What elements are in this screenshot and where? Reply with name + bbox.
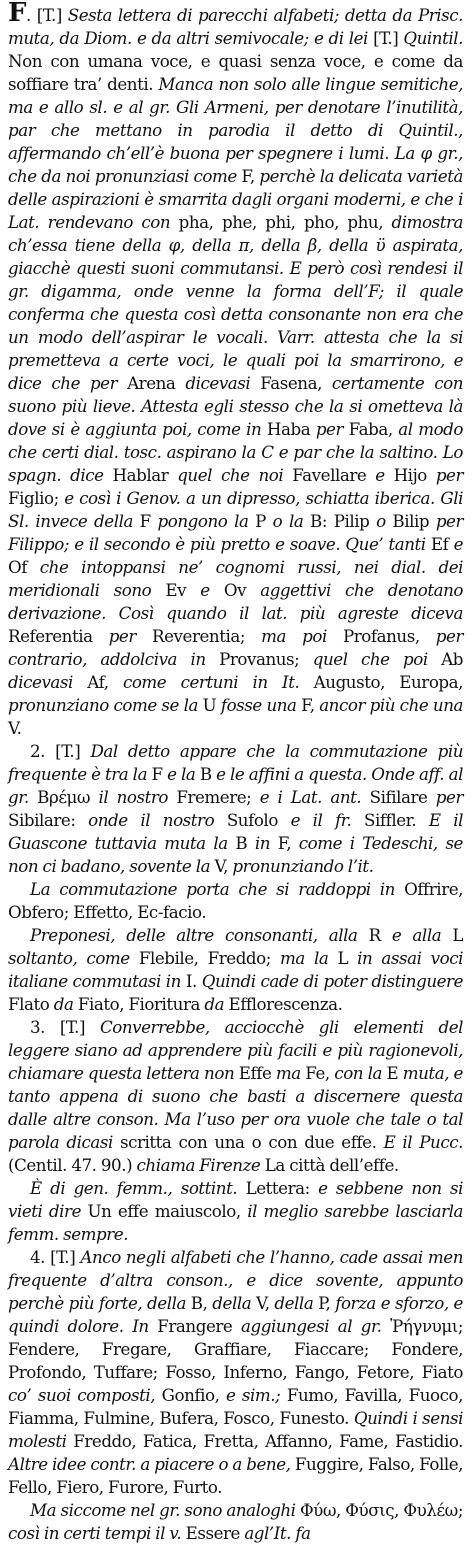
- italic-text-segment: e i Lat. ant.: [259, 787, 370, 807]
- headword: F: [8, 0, 27, 28]
- roman-text-segment: Gonfio,: [161, 1385, 226, 1405]
- italic-text-segment: o: [376, 511, 393, 531]
- roman-text-segment: Φύω, Φύσις, Φυλέω;: [299, 1500, 463, 1520]
- italic-text-segment: Quindi cade di poter distinguere: [201, 971, 463, 991]
- roman-text-segment: Provanus;: [219, 649, 313, 669]
- italic-text-segment: quel che poi: [312, 649, 442, 669]
- roman-text-segment: Referentia: [8, 626, 109, 646]
- italic-text-segment: agl’It. fa: [244, 1523, 311, 1543]
- roman-text-segment: V,: [256, 1293, 275, 1313]
- roman-text-segment: Effe: [238, 1063, 276, 1083]
- roman-text-segment: Flebile, Freddo;: [138, 948, 281, 968]
- italic-text-segment: e: [453, 534, 463, 554]
- roman-text-segment: Sifilare: [369, 787, 436, 807]
- roman-text-segment: I.: [185, 971, 202, 991]
- roman-text-segment: Flato: [8, 994, 54, 1014]
- italic-text-segment: Ma siccome nel gr. sono analoghi: [30, 1500, 300, 1520]
- italic-text-segment: e le affini a questa. Onde aff. al gr.: [8, 764, 463, 807]
- italic-text-segment: La commutazione porta che si raddoppi in: [30, 879, 405, 899]
- italic-text-segment: dicevasi: [8, 672, 88, 692]
- entry-body: [8, 2, 463, 1545]
- roman-text-segment: Arena: [127, 373, 186, 393]
- italic-text-segment: per: [315, 419, 349, 439]
- entry-paragraph: [8, 924, 463, 1016]
- roman-text-segment: Of: [8, 557, 40, 577]
- roman-text-segment: Faba,: [348, 419, 399, 439]
- italic-text-segment: aggiungesi al gr.: [240, 1316, 391, 1336]
- italic-text-segment: per: [435, 787, 463, 807]
- roman-text-segment: Ῥήγνυμι; Fendere, Fregare, Graffiare, Fiaccare; Fondere, Profondo, Tuffare; Fosso, Inferno, Fango, Fetore, Fiato: [8, 1316, 463, 1382]
- roman-text-segment: Βρέμω: [37, 787, 99, 807]
- roman-text-segment: Fuggire, Falso, Folle, Fello, Fiero, Furore, Furto.: [8, 1454, 463, 1497]
- italic-text-segment: con la: [334, 1063, 387, 1083]
- italic-text-segment: Preponesi, delle altre consonanti, alla: [30, 925, 369, 945]
- italic-text-segment: al modo che certi dial. tosc. aspirano la C e par che la saltino. Lo spagn. dice: [8, 419, 464, 485]
- entry-paragraph: [8, 1016, 463, 1177]
- italic-text-segment: ma la: [280, 948, 338, 968]
- entry-paragraph: [8, 2, 463, 740]
- italic-text-segment: dicevasi: [185, 373, 261, 393]
- italic-text-segment: quel che noi: [177, 465, 293, 485]
- italic-text-segment: E il Guascone tuttavia muta la: [8, 810, 463, 853]
- roman-text-segment: Ov: [223, 580, 261, 600]
- entry-paragraph: [8, 1177, 463, 1246]
- roman-text-segment: V,: [214, 856, 233, 876]
- roman-text-segment: 47. 90.): [71, 1155, 137, 1175]
- entry-paragraph: [8, 740, 463, 878]
- italic-text-segment: e sim.;: [225, 1385, 287, 1405]
- italic-text-segment: della: [274, 1293, 319, 1313]
- roman-text-segment: L: [452, 925, 463, 945]
- italic-text-segment: e: [375, 465, 394, 485]
- roman-text-segment: . [T.]: [26, 5, 68, 25]
- italic-text-segment: e: [200, 580, 224, 600]
- italic-text-segment: ancor più che una: [319, 695, 464, 715]
- italic-text-segment: pronunziano come se la: [8, 695, 203, 715]
- italic-text-segment: pronunziando l’it.: [232, 856, 374, 876]
- roman-text-segment: Af,: [87, 672, 123, 692]
- italic-text-segment: perchè la delicata varietà delle aspirazioni è smarrita dagli organi moderni, e che i Lat. rendevano con: [8, 166, 463, 232]
- italic-text-segment: per: [108, 626, 153, 646]
- italic-text-segment: fosse una: [220, 695, 302, 715]
- italic-text-segment: ma: [275, 1063, 306, 1083]
- italic-text-segment: pongono la: [157, 511, 256, 531]
- roman-text-segment: Essere: [185, 1523, 245, 1543]
- roman-text-segment: Fe,: [305, 1063, 335, 1083]
- roman-text-segment: L: [337, 948, 358, 968]
- italic-text-segment: onde il nostro: [88, 810, 227, 830]
- roman-text-segment: Siffler.: [364, 810, 429, 830]
- roman-text-segment: Augusto, Europa,: [313, 672, 464, 692]
- entry-paragraph: [8, 878, 463, 924]
- roman-text-segment: Fiato, Fioritura: [77, 994, 205, 1014]
- italic-text-segment: certamente con suono più lieve. Attesta egli stesso che la si ometteva là dove si è aggiunta poi, come in: [8, 373, 464, 439]
- italic-text-segment: e sebbene non si vieti dire: [8, 1178, 463, 1221]
- italic-text-segment: Quindi i sensi molesti: [8, 1408, 463, 1451]
- roman-text-segment: Hablar: [112, 465, 178, 485]
- italic-text-segment: muta, e tanto appena di suono che basti a discernere questa dalle altre conson. Ma l’uso per ora vuole che tale o tal parola dicasi: [8, 1063, 463, 1152]
- italic-text-segment: da: [204, 994, 229, 1014]
- italic-text-segment: Dal detto appare che la commutazione più frequente è tra la: [8, 741, 464, 784]
- roman-text-segment: Profanus,: [342, 626, 436, 646]
- roman-text-segment: Fremere;: [176, 787, 260, 807]
- roman-text-segment: R: [368, 925, 392, 945]
- roman-text-segment: Frangere: [157, 1316, 241, 1336]
- roman-text-segment: Sufolo: [226, 810, 291, 830]
- roman-text-segment: Reverentia;: [152, 626, 262, 646]
- italic-text-segment: così in certi tempi il v.: [8, 1523, 186, 1543]
- italic-text-segment: E il Pucc.: [383, 1132, 464, 1152]
- italic-text-segment: Sesta lettera di parecchi alfabeti; detta da Prisc. muta, da Diom. e da altri semivocale; e di lei: [8, 5, 463, 48]
- roman-text-segment: U: [202, 695, 221, 715]
- roman-text-segment: V.: [8, 718, 22, 738]
- italic-text-segment: per: [435, 465, 463, 485]
- roman-text-segment: La città dell’effe.: [264, 1155, 399, 1175]
- italic-text-segment: in: [254, 833, 278, 853]
- italic-text-segment: della: [212, 1293, 257, 1313]
- roman-text-segment: Bilip: [392, 511, 436, 531]
- roman-text-segment: Figlio;: [8, 488, 65, 508]
- roman-text-segment: Favellare: [292, 465, 376, 485]
- italic-text-segment: il meglio sarebbe lasciarla femm. sempre.: [8, 1201, 464, 1244]
- italic-text-segment: Altre idee contr. a piacere o a bene,: [8, 1454, 295, 1474]
- roman-text-segment: B: [235, 833, 255, 853]
- roman-text-segment: F,: [301, 695, 320, 715]
- italic-text-segment: o la: [272, 511, 311, 531]
- italic-text-segment: come certuni in It.: [122, 672, 314, 692]
- roman-text-segment: [T.]: [373, 28, 404, 48]
- roman-text-segment: Hijo: [393, 465, 436, 485]
- italic-text-segment: Manca non solo alle lingue semitiche, ma e allo sl. e al gr. Gli Armeni, per denotare l’inutilità, par che mettano in parodia il detto di Quintil., affermando ch’ell’è buona per spegnere i lumi. La φ gr., che da noi pronunziasi come: [8, 74, 463, 186]
- roman-text-segment: pha, phe, phi, pho, phu,: [178, 212, 392, 232]
- italic-text-segment: Converrebbe, acciocchè gli elementi del leggere siano ad apprendere più facili e più ragionevoli, chiamare questa lettera non: [8, 1017, 464, 1083]
- entry-paragraph: [8, 1499, 463, 1545]
- roman-text-segment: (Centil.: [8, 1155, 72, 1175]
- roman-text-segment: F: [151, 764, 168, 784]
- italic-text-segment: e il fr.: [290, 810, 364, 830]
- italic-text-segment: per Filippo; e il secondo è più pretto e soave. Que’ tanti: [8, 511, 464, 554]
- roman-text-segment: scritta con una o con due effe.: [119, 1132, 384, 1152]
- roman-text-segment: E: [386, 1063, 403, 1083]
- roman-text-segment: Fumo, Favilla, Fuoco, Fiamma, Fulmine, Bufera, Fosco, Funesto.: [8, 1385, 463, 1428]
- italic-text-segment: ma poi: [261, 626, 343, 646]
- roman-text-segment: Un effe maiuscolo,: [87, 1201, 248, 1221]
- italic-text-segment: chiama Firenze: [136, 1155, 265, 1175]
- roman-text-segment: B: [199, 764, 217, 784]
- italic-text-segment: che intoppansi ne’ cognomi russi, nei dial. dei meridionali sono: [8, 557, 464, 600]
- roman-text-segment: Lettera:: [245, 1178, 319, 1198]
- italic-text-segment: e così i Genov. a un dipresso, schiatta iberica. Gli Sl. invece della: [8, 488, 463, 531]
- entry-paragraph: [8, 1246, 463, 1499]
- italic-text-segment: È di gen. femm., sottint.: [30, 1178, 246, 1198]
- roman-text-segment: Sibilare:: [8, 810, 89, 830]
- roman-text-segment: B: Pilip: [310, 511, 377, 531]
- roman-text-segment: Ev: [165, 580, 201, 600]
- italic-text-segment: Quintil.: [403, 28, 463, 48]
- roman-text-segment: 2. [T.]: [30, 741, 91, 761]
- roman-text-segment: P,: [318, 1293, 336, 1313]
- italic-text-segment: co’ suoi composti,: [8, 1385, 162, 1405]
- italic-text-segment: il nostro: [98, 787, 177, 807]
- italic-text-segment: Anco negli alfabeti che l’hanno, cade assai men frequente d’altra conson., e dice sovente, appunto perchè più forte, della: [8, 1247, 464, 1313]
- roman-text-segment: Haba: [266, 419, 316, 439]
- roman-text-segment: Offrire, Obfero; Effetto, Ec-facio.: [8, 879, 463, 922]
- italic-text-segment: soltanto, come: [8, 948, 139, 968]
- roman-text-segment: Fasena,: [260, 373, 332, 393]
- roman-text-segment: F: [139, 511, 158, 531]
- italic-text-segment: e alla: [391, 925, 453, 945]
- roman-text-segment: B,: [190, 1293, 213, 1313]
- roman-text-segment: F,: [277, 833, 299, 853]
- roman-text-segment: F,: [241, 166, 260, 186]
- roman-text-segment: 4. [T.]: [30, 1247, 81, 1267]
- italic-text-segment: aggettivi che denotano derivazione. Così quando il lat. più agreste diceva: [8, 580, 463, 623]
- italic-text-segment: forza e sforzo, e quindi dolore. In: [8, 1293, 463, 1336]
- italic-text-segment: per contrario, addolciva in: [8, 626, 463, 669]
- italic-text-segment: da: [53, 994, 78, 1014]
- italic-text-segment: in assai voci italiane commutasi in: [8, 948, 463, 991]
- roman-text-segment: Efflorescenza.: [228, 994, 343, 1014]
- roman-text-segment: Ef: [430, 534, 454, 554]
- roman-text-segment: 3. [T.]: [30, 1017, 100, 1037]
- roman-text-segment: Ab: [441, 649, 463, 669]
- roman-text-segment: P: [255, 511, 273, 531]
- roman-text-segment: Non con umana voce, e quasi senza voce, e come da soffiare tra’ denti.: [8, 51, 463, 94]
- italic-text-segment: dimostra ch’essa tiene della φ, della π, della β, della ϋ aspirata, giacchè questi suoni commutansi. E però così rendesi il gr. digamma, onde venne la forma dell’F; il quale conferma che questa così detta consonante non era che un modo dell’aspirar le vocali. Varr. attesta che la si premetteva a certe voci, le quali poi la smarrirono, e dice che per: [8, 212, 464, 393]
- italic-text-segment: e la: [167, 764, 200, 784]
- roman-text-segment: Freddo, Fatica, Fretta, Affanno, Fame, Fastidio.: [73, 1431, 463, 1451]
- italic-text-segment: come i Tedeschi, se non ci badano, sovente la: [8, 833, 463, 876]
